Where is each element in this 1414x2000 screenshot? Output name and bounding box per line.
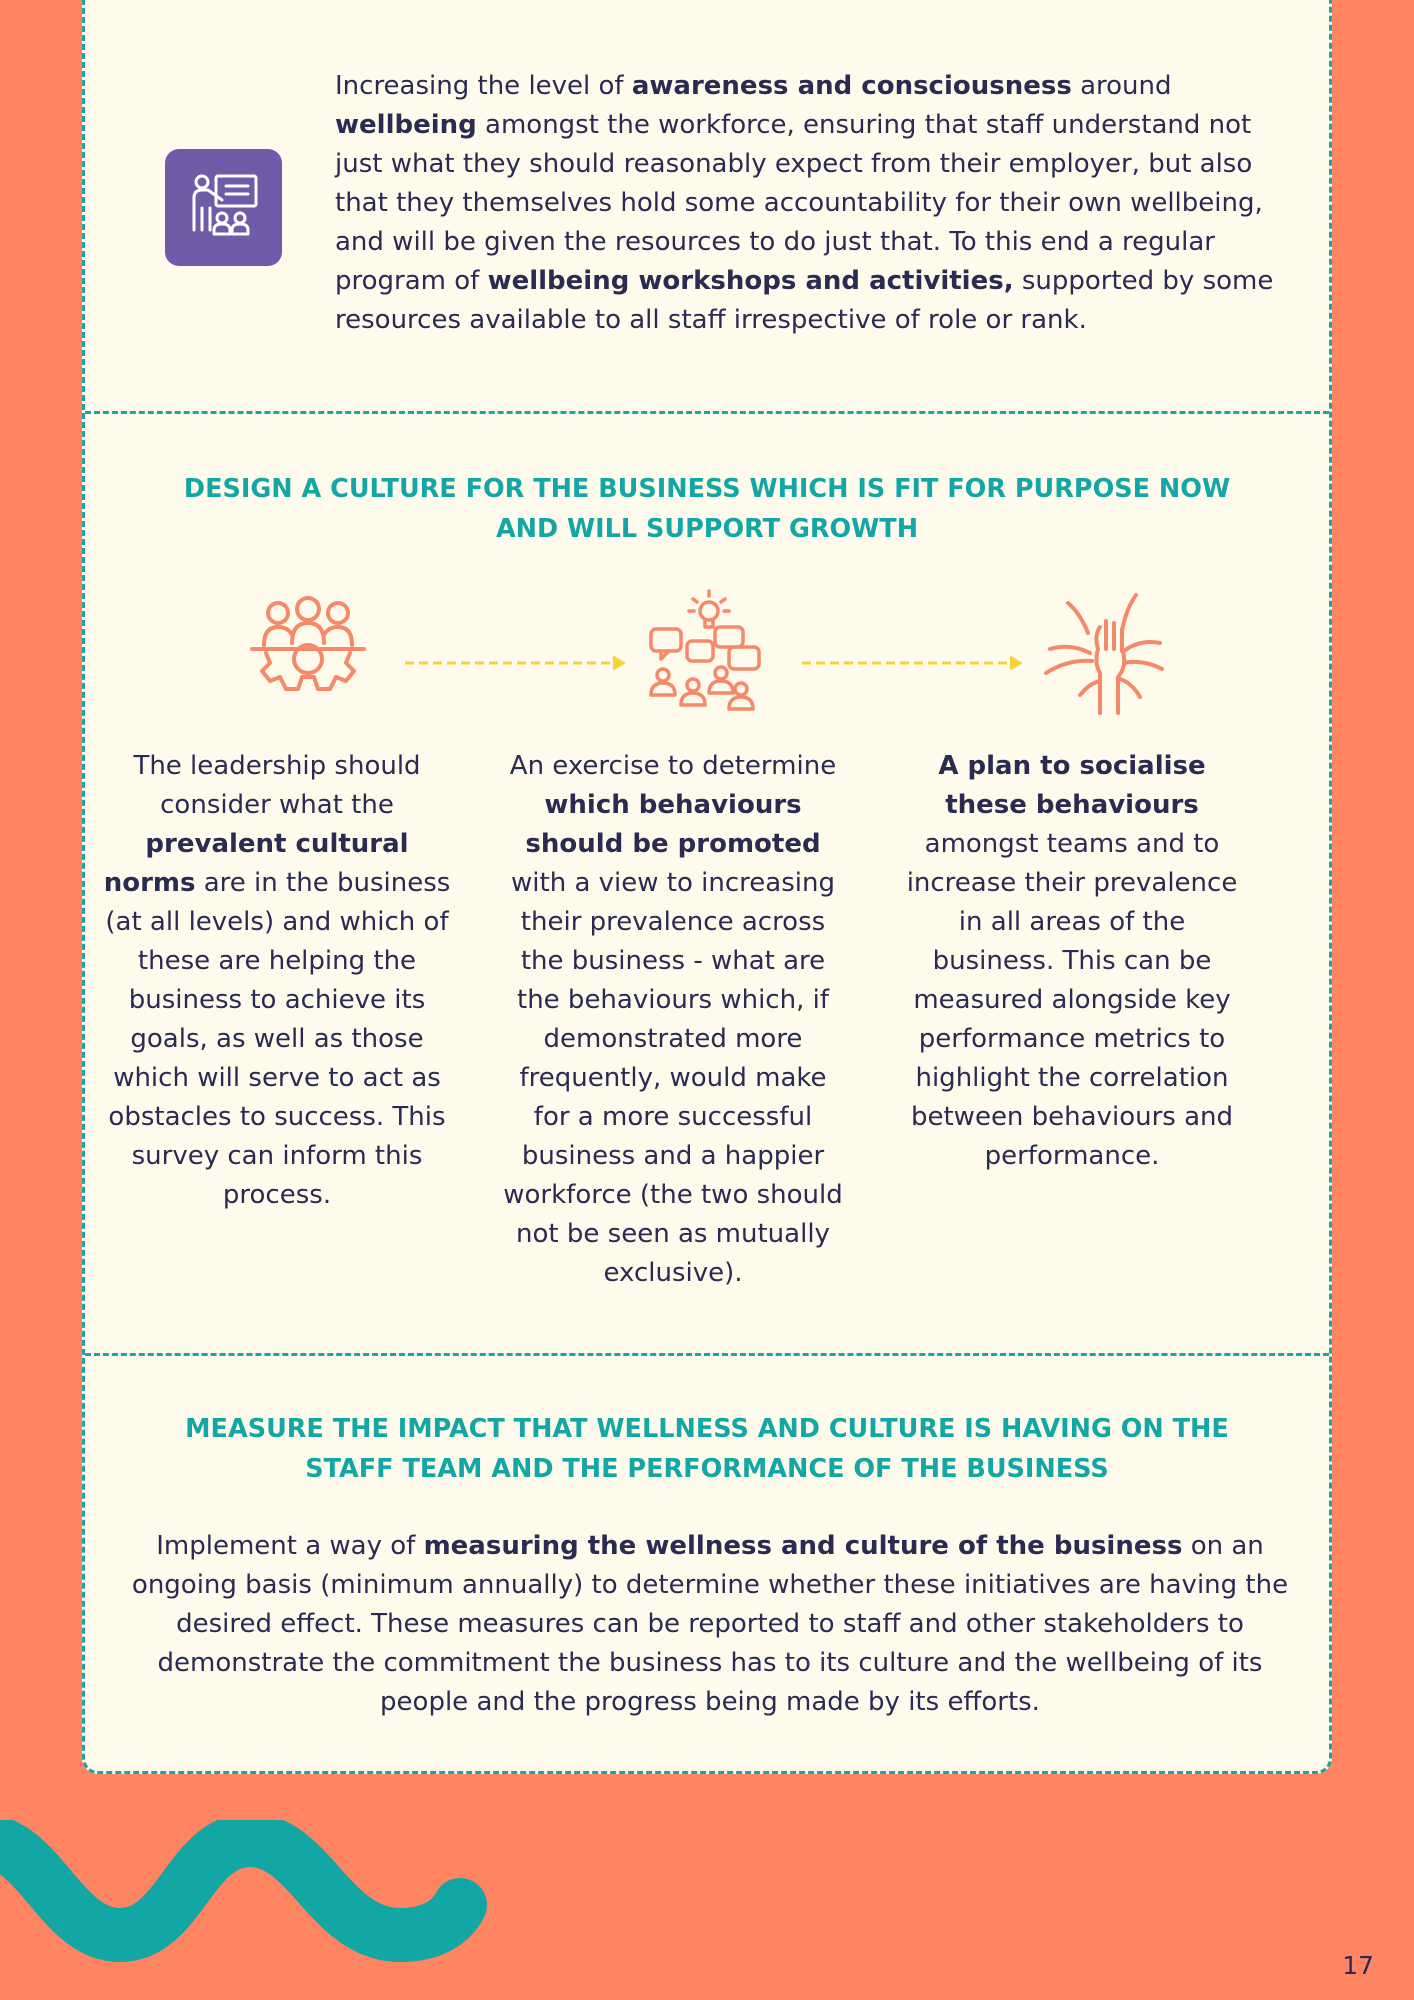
team-ideas-icon (643, 585, 773, 721)
hands-together-icon (1040, 587, 1170, 721)
section-divider (85, 1353, 1329, 1356)
section-divider (85, 411, 1329, 414)
flow-arrow-2 (800, 653, 1025, 677)
content-panel (82, 0, 1332, 1774)
flow-arrow-1 (403, 653, 628, 677)
measure-section-heading: MEASURE THE IMPACT THAT WELLNESS AND CULTURE IS HAVING ON THE STAFF TEAM AND THE PERFORMANCE OF THE BUSINESS (185, 1414, 1229, 1484)
team-gear-icon (248, 593, 368, 717)
culture-section-heading: DESIGN A CULTURE FOR THE BUSINESS WHICH IS FIT FOR PURPOSE NOW AND WILL SUPPORT GROWTH (183, 474, 1231, 544)
presenter-teaching-group-icon (165, 149, 282, 266)
culture-step-3-text: A plan to socialise these behaviours amongst teams and to increase their prevalence in all areas of the business. This can be measured alongside key performance metrics to highlight the correlation between behaviours and performance. (906, 751, 1238, 1171)
page-number: 17 (1342, 1951, 1374, 1980)
decorative-wave (0, 1820, 500, 1974)
measure-impact-text: Implement a way of measuring the wellness and culture of the business on an ongoing basis (minimum annually) to determine whether these initiatives are having the desired effect. These measures can be reported to staff and other stakeholders to demonstrate the commitment the business has to its culture and the wellbeing of its people and the progress being made by its efforts. (131, 1531, 1289, 1717)
wellbeing-awareness-text: Increasing the level of awareness and consciousness around wellbeing amongst the workforce, ensuring that staff understand not just what they should reasonably expect from their employer, but also that they themselves hold some accountability for their own wellbeing, and will be given the resources to do just that. To this end a regular program of wellbeing workshops and activities, supported by some resources available to all staff irrespective of role or rank. (335, 71, 1274, 335)
culture-step-2-text: An exercise to determine which behaviours should be promoted with a view to increasing their prevalence across the business - what are the behaviours which, if demonstrated more frequently, would make for a more successful business and a happier workforce (the two should not be seen as mutually exclusive). (503, 751, 843, 1288)
culture-step-1-text: The leadership should consider what the prevalent cultural norms are in the business (at all levels) and which of these are helping the business to achieve its goals, as well as those which will serve to act as obstacles to success. This survey can inform this process. (103, 751, 451, 1210)
